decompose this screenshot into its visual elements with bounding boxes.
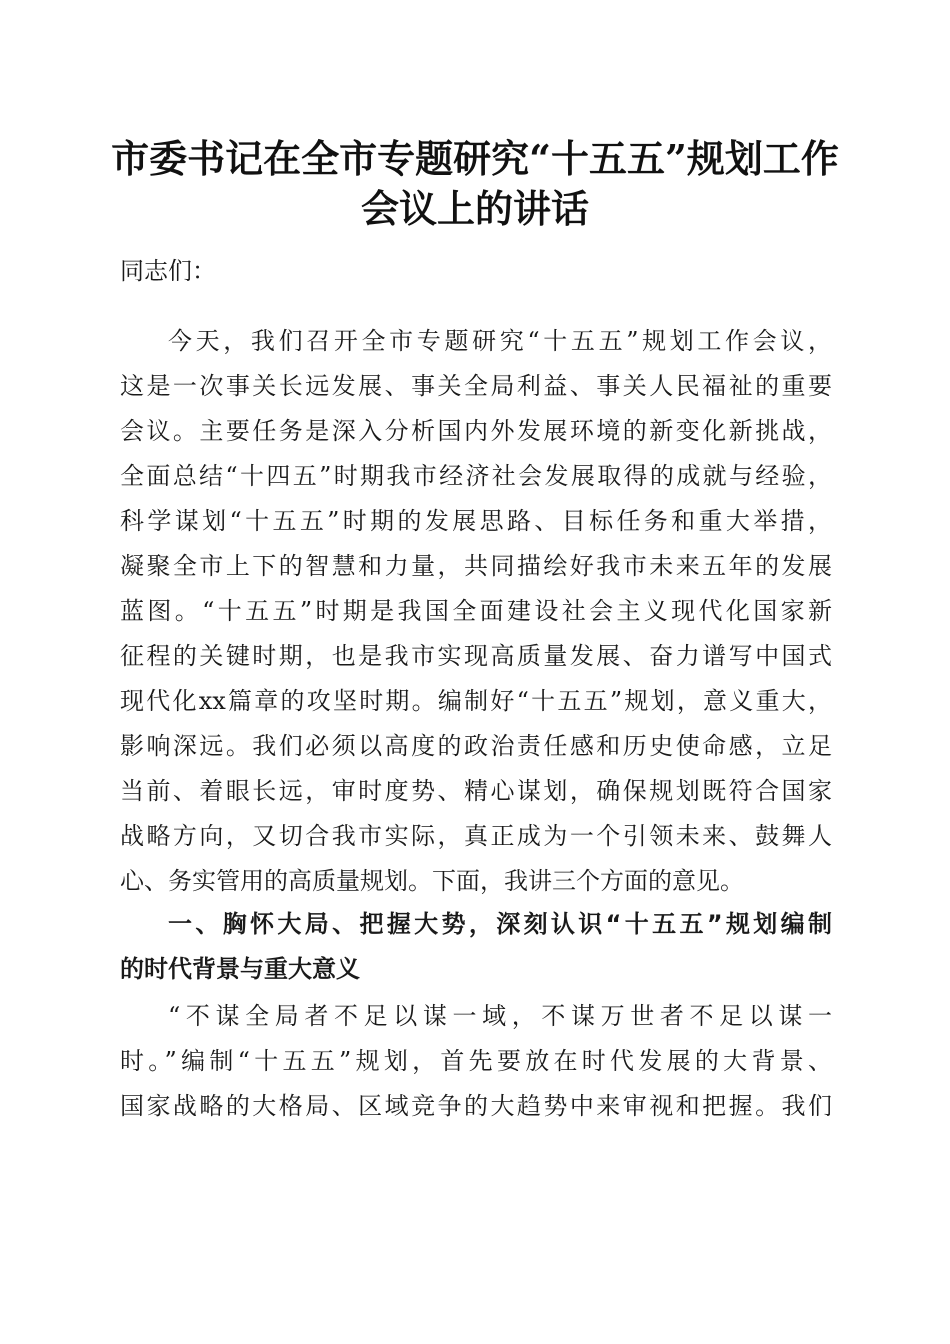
paragraph-1-line: 当前、着眼长远，审时度势、精心谋划，确保规划既符合国家 (120, 777, 832, 805)
paragraph-2-line: “不谋全局者不足以谋一域，不谋万世者不足以谋一 (168, 1002, 832, 1030)
section-heading-1-line: 一、胸怀大局、把握大势，深刻认识“十五五”规划编制 (168, 910, 832, 938)
paragraph-2-line: 时。”编制“十五五”规划，首先要放在时代发展的大背景、 (120, 1047, 832, 1075)
paragraph-1-line: 凝聚全市上下的智慧和力量，共同描绘好我市未来五年的发展 (120, 552, 832, 580)
paragraph-1-line: 影响深远。我们必须以高度的政治责任感和历史使命感，立足 (120, 732, 832, 760)
document-title-line-1: 市委书记在全市专题研究“十五五”规划工作 (111, 136, 839, 181)
document-title-line-2: 会议上的讲话 (360, 186, 589, 231)
paragraph-1-line: 蓝图。“十五五”时期是我国全面建设社会主义现代化国家新 (120, 597, 832, 625)
paragraph-1-line: 心、务实管用的高质量规划。下面，我讲三个方面的意见。 (120, 867, 744, 895)
paragraph-1-line: 今天，我们召开全市专题研究“十五五”规划工作会议， (168, 327, 832, 355)
paragraph-1-line: 会议。主要任务是深入分析国内外发展环境的新变化新挑战， (120, 417, 832, 445)
section-heading-1-line: 的时代背景与重大意义 (120, 955, 360, 983)
paragraph-1-line: 科学谋划“十五五”时期的发展思路、目标任务和重大举措， (120, 507, 832, 535)
paragraph-1-line: 全面总结“十四五”时期我市经济社会发展取得的成就与经验， (120, 462, 832, 490)
paragraph-1-line: 战略方向，又切合我市实际，真正成为一个引领未来、鼓舞人 (120, 822, 832, 850)
salutation: 同志们： (120, 257, 216, 285)
paragraph-1-line: 征程的关键时期，也是我市实现高质量发展、奋力谱写中国式 (120, 642, 832, 670)
paragraph-1-line: 现代化xx篇章的攻坚时期。编制好“十五五”规划，意义重大， (120, 687, 832, 715)
paragraph-1-line: 这是一次事关长远发展、事关全局利益、事关人民福祉的重要 (120, 372, 832, 400)
paragraph-2-line: 国家战略的大格局、区域竞争的大趋势中来审视和把握。我们 (120, 1092, 832, 1120)
